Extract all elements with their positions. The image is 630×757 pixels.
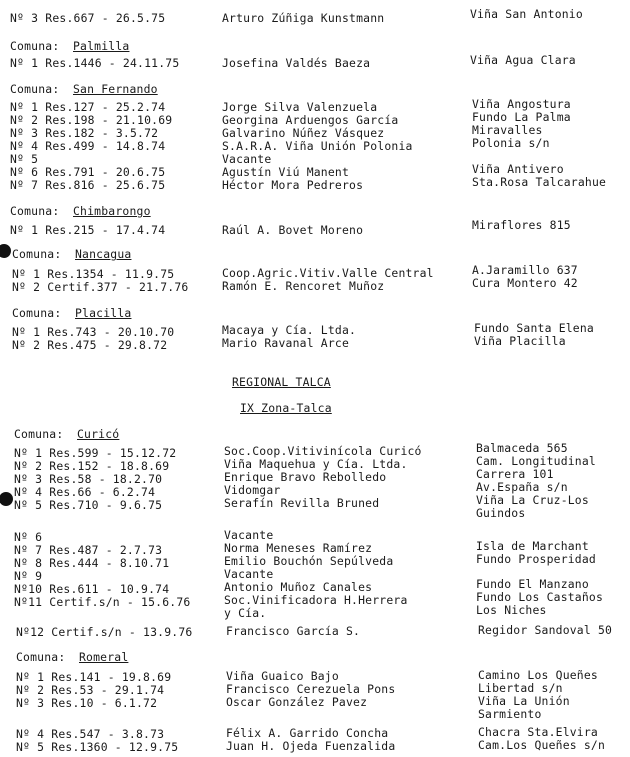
entry-name: Vidomgar [224,483,281,497]
entry-address: Sta.Rosa Talcarahue [472,175,607,189]
comuna-label: Comuna: [12,247,62,261]
entry-name: Serafín Revilla Bruned [224,496,380,510]
entry-address: Av.España s/n [476,480,568,494]
entry-number: Nº 5 Res.710 - 9.6.75 [14,498,163,512]
entry-name: Félix A. Garrido Concha [226,726,389,740]
entry-name: Raúl A. Bovet Moreno [222,223,364,237]
comuna-palmilla-heading: Palmilla [73,39,130,53]
entry-name: Georgina Arduengos García [222,113,399,127]
entry-name: Viña Guaico Bajo [226,669,339,683]
entry-number: Nº 1 Res.215 - 17.4.74 [10,223,166,237]
entry-address: Libertad s/n [478,681,563,695]
entry-address: Camino Los Queñes [478,668,598,682]
comuna-chimbarongo-heading: Chimbarongo [73,204,151,218]
entry-address: Fundo Santa Elena [474,321,594,335]
entry-number: Nº10 Res.611 - 10.9.74 [14,582,170,596]
entry-number: Nº 6 Res.791 - 20.6.75 [10,165,166,179]
entry-name: Galvarino Núñez Vásquez [222,126,385,140]
entry-name: Francisco García S. [226,624,361,638]
entry-number: Nº 5 Res.1360 - 12.9.75 [16,740,179,754]
entry-name: Soc.Coop.Vitivinícola Curicó [224,444,422,458]
regional-title: REGIONAL TALCA [232,375,331,389]
entry-name: Ramón E. Rencoret Muñoz [222,279,385,293]
entry-number: Nº 1 Res.599 - 15.12.72 [14,446,177,460]
entry-number: Nº 2 Res.152 - 18.8.69 [14,459,170,473]
entry-number: Nº11 Certif.s/n - 15.6.76 [14,595,191,609]
entry-number: Nº 1 Res.1446 - 24.11.75 [10,56,180,70]
entry-name: Viña Maquehua y Cía. Ltda. [224,457,408,471]
entry-address: Polonia s/n [472,136,550,150]
entry-name: Vacante [224,528,274,542]
entry-address: Viña Antivero [472,162,564,176]
entry-address: Miravalles [472,123,543,137]
entry-name: Arturo Zúñiga Kunstmann [222,11,385,25]
entry-address: Viña La Unión [478,694,570,708]
entry-address: Cam.Los Queñes s/n [478,738,606,752]
entry-address: Regidor Sandoval 50 [478,623,613,637]
entry-name: Josefina Valdés Baeza [222,56,371,70]
entry-address: Fundo El Manzano [476,577,589,591]
entry-number: Nº 1 Res.141 - 19.8.69 [16,670,172,684]
entry-address: Viña La Cruz-Los [476,493,589,507]
entry-name: Vacante [222,152,272,166]
entry-name: Macaya y Cía. Ltda. [222,323,357,337]
entry-name: Norma Meneses Ramírez [224,541,373,555]
entry-name: Coop.Agric.Vitiv.Valle Central [222,266,434,280]
comuna-label: Comuna: [10,204,60,218]
entry-name: Francisco Cerezuela Pons [226,682,396,696]
entry-number: Nº 8 Res.444 - 8.10.71 [14,556,170,570]
entry-name: Mario Ravanal Arce [222,336,350,350]
entry-address: Fundo Los Castaños [476,590,604,604]
entry-number: Nº 4 Res.499 - 14.8.74 [10,139,166,153]
entry-number: Nº 3 Res.10 - 6.1.72 [16,696,158,710]
entry-name: Soc.Vinificadora H.Herrera [224,593,408,607]
comuna-label: Comuna: [16,650,66,664]
entry-name-cont: y Cía. [224,606,267,620]
entry-address: Cam. Longitudinal [476,454,596,468]
punch-hole [0,244,11,258]
comuna-nancagua-heading: Nancagua [75,247,132,261]
entry-name: S.A.R.A. Viña Unión Polonia [222,139,413,153]
entry-address-cont: Sarmiento [478,707,542,721]
comuna-label: Comuna: [14,427,64,441]
entry-name: Antonio Muñoz Canales [224,580,373,594]
entry-number: Nº 2 Res.198 - 21.10.69 [10,113,173,127]
entry-address-cont: Los Niches [476,603,547,617]
entry-name: Juan H. Ojeda Fuenzalida [226,739,396,753]
entry-number: Nº 3 Res.667 - 26.5.75 [10,11,166,25]
entry-number: Nº 3 Res.182 - 3.5.72 [10,126,159,140]
entry-address: Viña Placilla [474,334,566,348]
comuna-placilla-heading: Placilla [75,306,132,320]
entry-name: Oscar González Pavez [226,695,368,709]
entry-name: Emilio Bouchón Sepúlveda [224,554,394,568]
entry-address: Viña San Antonio [470,7,583,21]
entry-number: Nº 4 Res.547 - 3.8.73 [16,727,165,741]
entry-address: Viña Agua Clara [470,53,576,67]
entry-address: Cura Montero 42 [472,276,578,290]
entry-address-cont: Guindos [476,506,526,520]
entry-name: Héctor Mora Pedreros [222,178,364,192]
zone-title: IX Zona-Talca [240,401,332,415]
entry-number: Nº 5 [10,152,39,166]
entry-address: Fundo Prosperidad [476,552,596,566]
entry-address: Isla de Marchant [476,539,589,553]
entry-address: Chacra Sta.Elvira [478,725,598,739]
entry-address: Carrera 101 [476,467,554,481]
comuna-label: Comuna: [10,82,60,96]
comuna-label: Comuna: [12,306,62,320]
entry-number: Nº12 Certif.s/n - 13.9.76 [16,625,193,639]
entry-address: Miraflores 815 [472,218,571,232]
entry-number: Nº 3 Res.58 - 18.2.70 [14,472,163,486]
comuna-label: Comuna: [10,39,60,53]
entry-number: Nº 1 Res.1354 - 11.9.75 [12,267,175,281]
entry-name: Jorge Silva Valenzuela [222,100,378,114]
entry-address: Balmaceda 565 [476,441,568,455]
entry-name: Vacante [224,567,274,581]
entry-address: A.Jaramillo 637 [472,263,578,277]
entry-number: Nº 2 Certif.377 - 21.7.76 [12,280,189,294]
entry-number: Nº 7 Res.487 - 2.7.73 [14,543,163,557]
entry-number: Nº 6 [14,530,43,544]
comuna-curico-heading: Curicó [77,427,120,441]
entry-name: Agustín Viú Manent [222,165,350,179]
entry-name: Enrique Bravo Rebolledo [224,470,387,484]
comuna-san-fernando-heading: San Fernando [73,82,158,96]
entry-address: Viña Angostura [472,97,571,111]
entry-number: Nº 4 Res.66 - 6.2.74 [14,485,156,499]
entry-number: Nº 1 Res.743 - 20.10.70 [12,325,175,339]
punch-hole [0,492,13,506]
entry-address: Fundo La Palma [472,110,571,124]
entry-number: Nº 7 Res.816 - 25.6.75 [10,178,166,192]
comuna-romeral-heading: Romeral [79,650,129,664]
entry-number: Nº 2 Res.53 - 29.1.74 [16,683,165,697]
entry-number: Nº 9 [14,569,43,583]
entry-number: Nº 2 Res.475 - 29.8.72 [12,338,168,352]
entry-number: Nº 1 Res.127 - 25.2.74 [10,100,166,114]
